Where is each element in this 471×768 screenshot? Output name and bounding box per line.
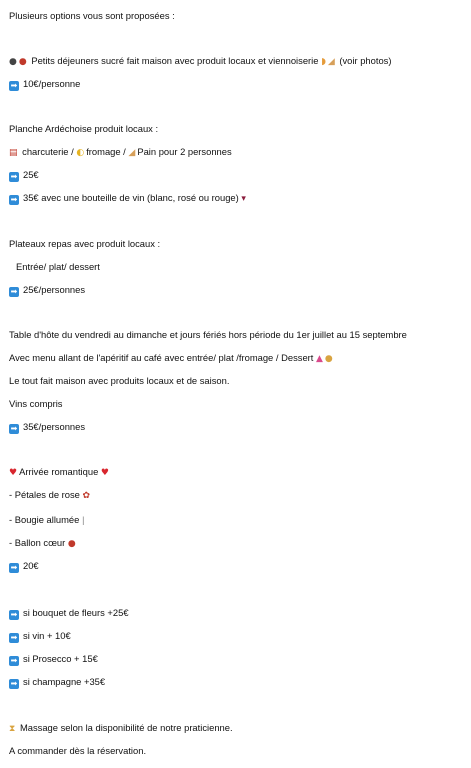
extra-line-4 [9, 676, 105, 689]
bread-icon: ◢ [128, 148, 136, 158]
cheese-icon: ◐ [76, 148, 85, 158]
romantique-item2: - Bougie allumée [9, 514, 80, 525]
romantique-price: 20€ [23, 560, 39, 571]
bacon-icon: ▤ [9, 148, 18, 158]
romantique-item2-line [9, 514, 87, 527]
heart-icon: ♥ [9, 468, 18, 478]
planche-part1: charcuterie / [22, 146, 74, 157]
extra-line-1 [9, 607, 129, 620]
croissant-icon: ◗ [321, 57, 326, 67]
extra-line-3 [9, 653, 98, 666]
right-arrow-icon: ➡ [10, 424, 18, 433]
plateaux-price-line [9, 284, 85, 297]
teapot-icon: ● [18, 57, 27, 67]
romantique-item1: - Pétales de rose [9, 489, 80, 500]
table-hote-line4: Vins compris [9, 398, 63, 409]
extra-item: si bouquet de fleurs +25€ [23, 607, 129, 618]
planche-title: Planche Ardéchoise produit locaux : [9, 123, 159, 134]
romantique-item3: - Ballon cœur [9, 537, 66, 548]
heart-icon: ♥ [100, 468, 109, 478]
wine-glass-icon: ▾ [241, 194, 246, 204]
right-arrow-icon: ➡ [10, 195, 18, 204]
table-hote-line2-row [9, 352, 335, 365]
plateaux-menu: Entrée/ plat/ dessert [16, 261, 100, 272]
right-arrow-icon: ➡ [10, 610, 18, 619]
romantique-price-line [9, 560, 39, 573]
right-arrow-icon: ➡ [10, 679, 18, 688]
massage-line1-row [9, 722, 233, 735]
table-hote-price: 35€/personnes [23, 421, 86, 432]
extra-item: si champagne +35€ [23, 676, 106, 687]
bread-icon: ◢ [327, 57, 335, 67]
rose-icon: ✿ [82, 491, 91, 501]
right-arrow-icon: ➡ [10, 633, 18, 642]
planche-price1: 25€ [23, 169, 39, 180]
table-hote-line2: Avec menu allant de l'apéritif au café avec entrée/ plat /fromage / Dessert [9, 352, 314, 363]
table-hote-price-line [9, 421, 85, 434]
planche-part3: Pain pour 2 personnes [137, 146, 232, 157]
breakfast-line [9, 55, 391, 68]
romantique-title-line [9, 466, 111, 479]
extra-line-2 [9, 630, 71, 643]
right-arrow-icon: ➡ [10, 563, 18, 572]
breakfast-price: 10€/personne [23, 78, 81, 89]
breakfast-price-line [9, 78, 80, 91]
candle-icon: ǀ [81, 516, 85, 526]
plateaux-title: Plateaux repas avec produit locaux : [9, 238, 161, 249]
planche-items-line [9, 146, 232, 159]
table-hote-line3: Le tout fait maison avec produits locaux et de saison. [9, 375, 230, 386]
coffee-icon: ● [9, 57, 17, 67]
extra-item: si Prosecco + 15€ [23, 653, 98, 664]
extra-item: si vin + 10€ [23, 630, 71, 641]
cake-icon: ▲ [316, 354, 323, 364]
massage-line2: A commander dès la réservation. [9, 745, 147, 756]
breakfast-text: Petits déjeuners sucré fait maison avec produit locaux et viennoiserie [31, 55, 319, 66]
romantique-title: Arrivée romantique [19, 466, 99, 477]
cupcake-icon: ● [324, 354, 333, 364]
planche-price1-line [9, 169, 39, 182]
right-arrow-icon: ➡ [10, 656, 18, 665]
planche-price2-line [9, 192, 248, 205]
right-arrow-icon: ➡ [10, 287, 18, 296]
breakfast-suffix: (voir photos) [339, 55, 392, 66]
romantique-item1-line [9, 489, 92, 502]
balloon-icon: ● [67, 539, 76, 549]
plateaux-price: 25€/personnes [23, 284, 86, 295]
table-hote-line1: Table d'hôte du vendredi au dimanche et jours fériés hors période du 1er juillet au 15 septembre [9, 329, 407, 340]
planche-part2: fromage / [86, 146, 126, 157]
massage-line1: Massage selon la disponibilité de notre praticienne. [19, 722, 233, 733]
romantique-item3-line [9, 537, 78, 550]
intro-text: Plusieurs options vous sont proposées : [9, 10, 175, 21]
planche-price2: 35€ avec une bouteille de vin (blanc, rosé ou rouge) [23, 192, 239, 203]
right-arrow-icon: ➡ [10, 172, 18, 181]
right-arrow-icon: ➡ [10, 81, 18, 90]
hourglass-icon: ⧗ [9, 724, 16, 734]
